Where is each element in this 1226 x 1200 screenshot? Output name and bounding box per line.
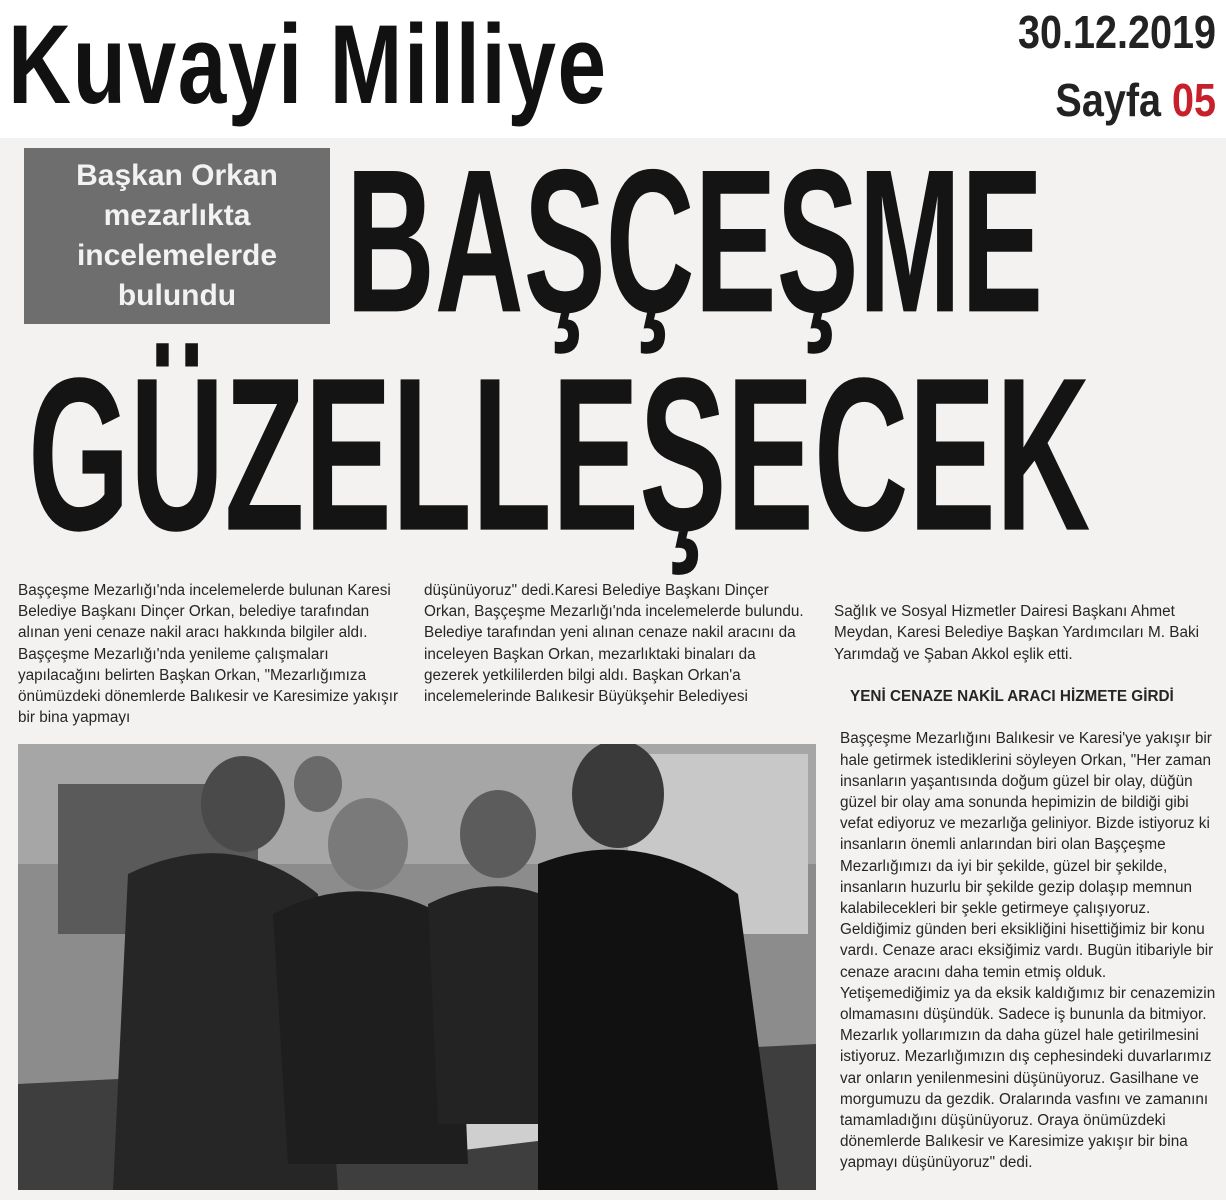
page-number: 05 [1171, 74, 1216, 126]
headline-line-2: GÜZELLEŞECEK [28, 332, 1091, 577]
article-photo [18, 744, 816, 1190]
article-subhead: YENİ CENAZE NAKİL ARACI HİZMETE GİRDİ [850, 688, 1174, 706]
publication-date: 30.12.2019 [1017, 6, 1216, 58]
article-column-1: Başçeşme Mezarlığı'nda incelemelerde bulunan Karesi Belediye Başkanı Dinçer Orkan, belediye tarafından alınan yeni cenaze nakil aracı hakkında bilgiler aldı. Başçeşme Mezarlığı'nda yenileme çalışmaları yapılacağını belirten Başkan Orkan, "Mezarlığımıza önümüzdeki dönemlerde Balıkesir ve Karesimize yakışır bir bina yapmayı [18, 582, 399, 727]
article-column-3 [834, 580, 1220, 1195]
column-3-body: Başçeşme Mezarlığını Balıkesir ve Karesi'ye yakışır bir hale getirmek istediklerini söyleyen Orkan, "Her zaman insanların yaşantısında doğum güzel bir olay, düğün güzel bir olay ama sonunda hepimizin de bildiği gibi vefat ediyoruz ve mezarlığa geliniyor. Bizde istiyoruz ki insanların önemli anlarından biri olan Başçeşme Mezarlığımızı da iyi bir şekilde, güzel bir şekilde, insanların huzurlu bir şekilde gezip dolaşıp memnun kalabilecekleri bir şekle getirmeye çalışıyoruz. Geldiğimiz günden beri eksikliğini hisettiğimiz bir konu vardı. Cenaze aracı eksiğimiz vardı. Bugün itibariyle bir cenaze aracını daha temin etmiş olduk. Yetişemediğimiz ya da eksik kaldığımız bir cenazemizin olmamasını düşündük. Sadece iş bununla da bitmiyor. Mezarlık yollarımızın da daha güzel hale getirilmesini istiyoruz. Mezarlığımızın dış cephesindeki duvarlarımız var onların yenilenmesini düşünüyoruz. Gasilhane ve morgumuzu da gezdik. Oralarında vasfını ve zamanını tamamladığını düşünüyoruz. Oraya önümüzdeki dönemlerde Balıkesir ve Karesimize yakışır bir bina yapmayı düşünüyoruz" dedi. [840, 730, 1216, 1172]
article-kicker: Başkan Orkan mezarlıkta incelemelerde bulundu [24, 148, 330, 324]
photo-scene [18, 744, 816, 1190]
article-column-2: düşünüyoruz" dedi.Karesi Belediye Başkanı Dinçer Orkan, Başçeşme Mezarlığı'nda incelemelerde bulundu. Belediye tarafından yeni alınan cenaze nakil aracını da inceleyen Başkan Orkan, mezarlıktaki binaları da gezerek yetkililerden bilgi aldı. Başkan Orkan'a incelemelerinde Balıkesir Büyükşehir Belediyesi [424, 582, 804, 706]
page-label [958, 74, 1216, 126]
masthead-logo: Kuvayi Milliye [8, 2, 608, 127]
headline-line-1: BAŞÇEŞME [346, 127, 1044, 356]
page-word: Sayfa [1055, 74, 1162, 126]
column-3-intro: Sağlık ve Sosyal Hizmetler Dairesi Başkanı Ahmet Meydan, Karesi Belediye Başkan Yardımcıları M. Baki Yarımdağ ve Şaban Akkol eşlik etti. [834, 603, 1200, 663]
